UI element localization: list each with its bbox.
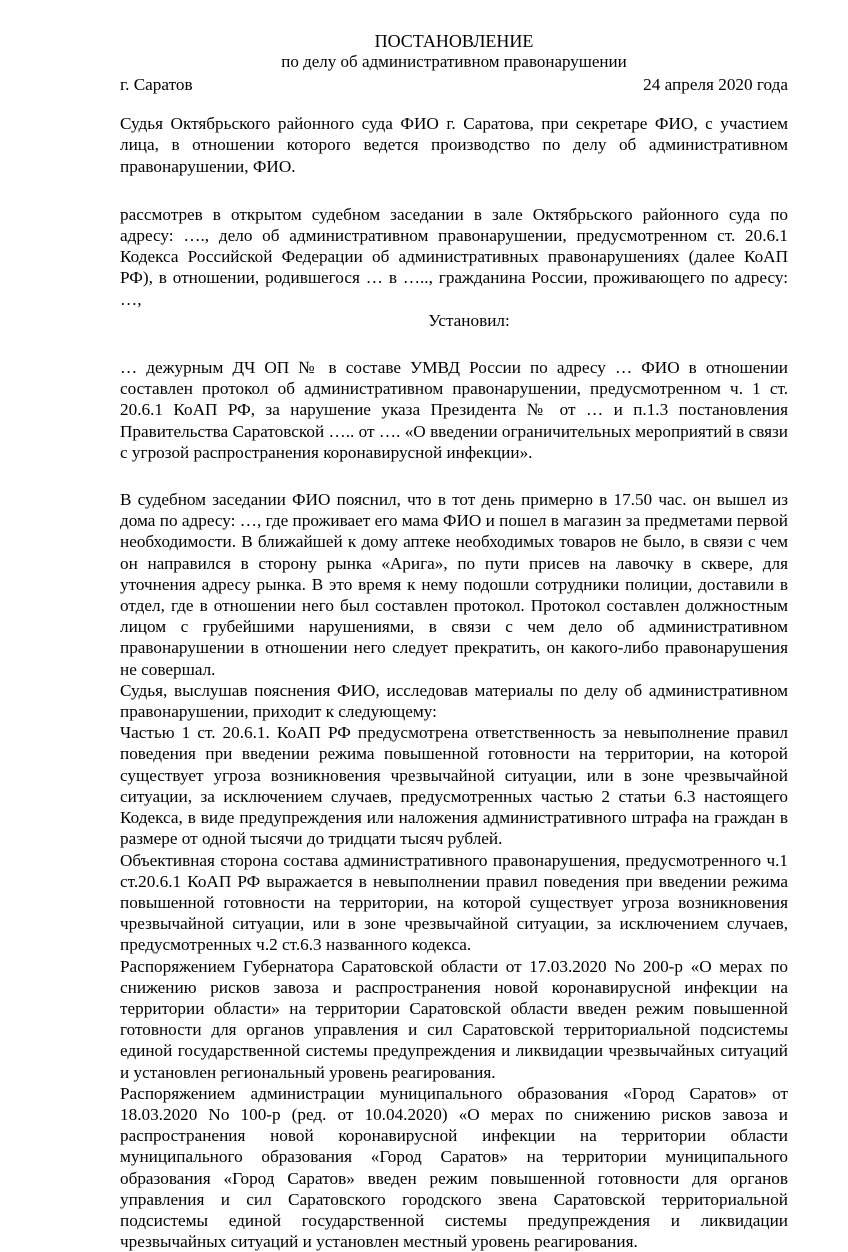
document-subtitle: по делу об административном правонарушении [281, 52, 627, 71]
city: г. Саратов [120, 75, 193, 94]
document-date: 24 апреля 2020 года [643, 75, 788, 94]
body-paragraph-explanation: В судебном заседании ФИО пояснил, что в тот день примерно в 17.50 час. он вышел из дома по адресу: …, где проживает его мама ФИО и пошел в магазин за предметами первой необходимости. В ближайшей к дому аптеке необходимых товаров не было, в связи с чем он направился в сторону рынка «Арига», по пути присев на лавочку в сквере, для уточнения адресу рынка. В это время к нему подошли сотрудники полиции, доставили в отдел, где в отношении него был составлен протокол. Протокол составлен должностным лицом с грубейшими нарушениями, в связи с чем дело об административном правонарушении в отношении него следует прекратить, он какого-либо правонарушения не совершал. [120, 490, 788, 679]
place-date-line [120, 74, 788, 95]
body-paragraph-protocol: … дежурным ДЧ ОП № в составе УМВД России по адресу … ФИО в отношении составлен протокол об административном правонарушении, предусмотренном ч. 1 ст. 20.6.1 КоАП РФ, за нарушение указа Президента № от … и п.1.3 постановления Правительства Саратовской ….. от …. «О введении ограничительных мероприятий в связи с угрозой распространения коронавирусной инфекции». [120, 358, 788, 462]
established-heading: Установил: [428, 310, 510, 330]
body-paragraph-judge: Судья, выслушав пояснения ФИО, исследовав материалы по делу об административном правонарушении, приходит к следующему: [120, 680, 788, 722]
document-title: ПОСТАНОВЛЕНИЕ [374, 31, 534, 51]
considered-paragraph: рассмотрев в открытом судебном заседании в зале Октябрьского районного суда по адресу: …., дело об административном правонарушении, предусмотренном ст. 20.6.1 Кодекса Российской Федерации об административных правонарушениях (далее КоАП РФ), в отношении, родившегося … в ….., гражданина России, проживающего по адресу: …, [120, 204, 788, 309]
intro-paragraph: Судья Октябрьского районного суда ФИО г. Саратова, при секретаре ФИО, с участием лица, в отношении которого ведется производство по делу об административном правонарушении, ФИО. [120, 114, 788, 176]
body-paragraph-objective: Объективная сторона состава административного правонарушения, предусмотренного ч.1 ст.20.6.1 КоАП РФ выражается в невыполнении правил поведения при введении режима повышенной готовности на территории, на которой существует угроза возникновения чрезвычайной ситуации, или в зоне чрезвычайной ситуации, за исключением случаев, предусмотренных ч.2 ст.6.3 названного кодекса. [120, 850, 788, 955]
document-page [120, 30, 788, 1252]
body-paragraph-city-order: Распоряжением администрации муниципального образования «Город Саратов» от 18.03.2020 No 100-р (ред. от 10.04.2020) «О мерах по снижению рисков завоза и распространения новой коронавирусной инфекции на территории области муниципального образования «Город Саратов» на территории муниципального образования «Город Саратов» введен режим повышенной готовности для органов управления и сил Саратовского городского звена Саратовской территориальной подсистемы единой государственной системы предупреждения и ликвидации чрезвычайных ситуаций и установлен местный уровень реагирования. [120, 1083, 788, 1252]
body-paragraph-article: Частью 1 ст. 20.6.1. КоАП РФ предусмотрена ответственность за невыполнение правил поведения при введении режима повышенной готовности на территории, на которой существует угроза возникновения чрезвычайной ситуации, или в зоне чрезвычайной ситуации, за исключением случаев, предусмотренных частью 2 статьи 6.3 настоящего Кодекса, в виде предупреждения или наложения административного штрафа на граждан в размере от одной тысячи до тридцати тысяч рублей. [120, 723, 788, 849]
body-paragraph-governor-order: Распоряжением Губернатора Саратовской области от 17.03.2020 No 200-р «О мерах по снижению рисков завоза и распространения новой коронавирусной инфекции на территории области» на территории Саратовской области введен режим повышенной готовности для органов управления и сил Саратовской территориальной подсистемы единой государственной системы предупреждения и ликвидации чрезвычайных ситуаций и установлен региональный уровень реагирования. [120, 956, 788, 1082]
